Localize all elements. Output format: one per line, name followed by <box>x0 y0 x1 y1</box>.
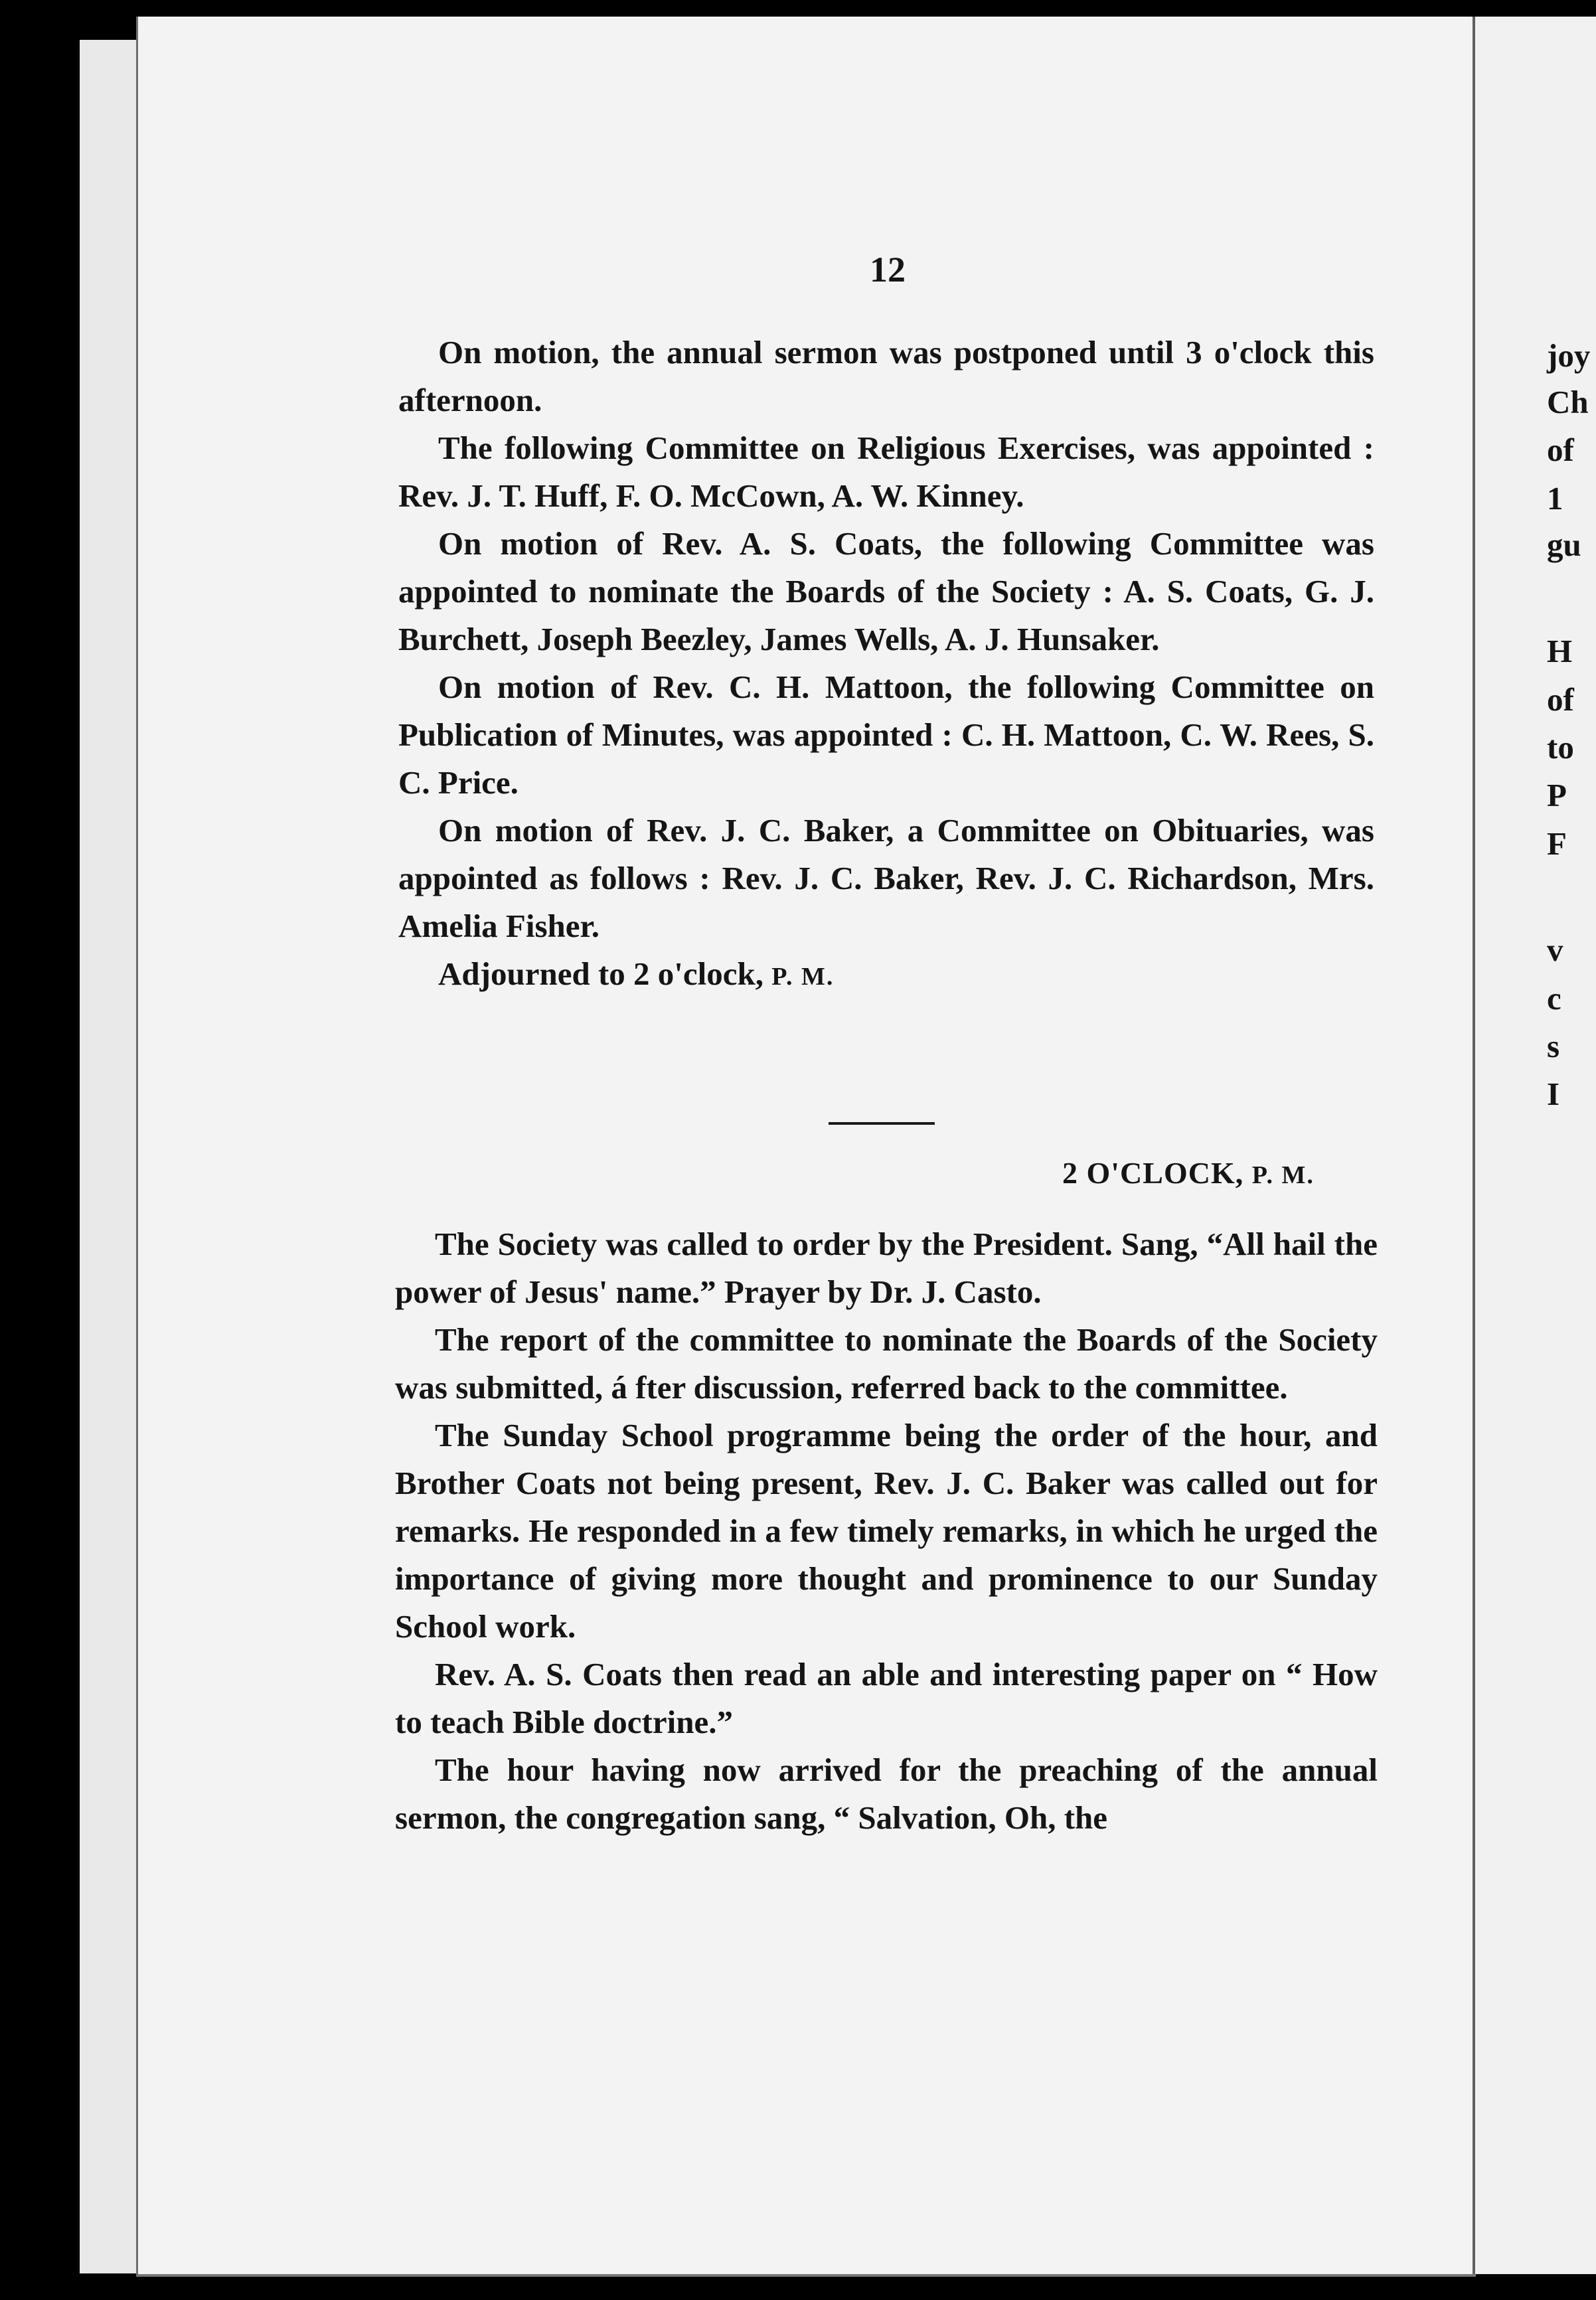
paragraph: The report of the committee to nominate the Boards of the Society was submitted, á fter discussion, referred back to the committee. <box>395 1321 1378 1406</box>
facing-page-fragment: F <box>1547 825 1567 862</box>
afternoon-heading <box>1062 1155 1315 1191</box>
adjourned-text: Adjourned to 2 o'clock, <box>438 955 763 992</box>
section-divider <box>829 1122 935 1125</box>
paragraph: On motion, the annual sermon was postponed until 3 o'clock this afternoon. <box>398 334 1374 418</box>
facing-page-fragment: Ch <box>1547 384 1589 420</box>
facing-page-fragment: 1 <box>1547 480 1563 517</box>
adjourned-suffix: P. M. <box>771 963 835 991</box>
time-heading: 2 O'CLOCK, <box>1062 1156 1244 1190</box>
facing-page-fragment: I <box>1547 1076 1560 1112</box>
facing-page-fragment: joy <box>1547 337 1591 374</box>
paragraph: The following Committee on Religious Exercises, was appointed : Rev. J. T. Huff, F. O. McCown, A. W. Kinney. <box>398 430 1374 514</box>
facing-page-fragment: P <box>1547 777 1567 813</box>
paragraph: On motion of Rev. C. H. Mattoon, the following Committee on Publication of Minutes, was appointed : C. H. Mattoon, C. W. Rees, S. C. Price. <box>398 669 1374 801</box>
facing-page-fragment: of <box>1547 432 1574 468</box>
facing-page-fragment: c <box>1547 980 1561 1017</box>
facing-page-fragment: s <box>1547 1028 1560 1064</box>
facing-page-fragment: H <box>1547 633 1573 669</box>
facing-page-fragment: gu <box>1547 527 1581 563</box>
paragraph: Rev. A. S. Coats then read an able and interesting paper on “ How to teach Bible doctrine.” <box>395 1656 1378 1740</box>
paragraph: On motion of Rev. A. S. Coats, the following Committee was appointed to nominate the Boards of the Society : A. S. Coats, G. J. Burchett, Joseph Beezley, James Wells, A. J. Hunsaker. <box>398 525 1374 657</box>
paragraph: The Society was called to order by the President. Sang, “All hail the power of Jesus' name.” Prayer by Dr. J. Casto. <box>395 1226 1378 1310</box>
time-suffix: P. M. <box>1251 1161 1315 1189</box>
facing-page-fragment: v <box>1547 932 1563 968</box>
page-number: 12 <box>870 250 906 289</box>
morning-minutes <box>398 329 1374 1001</box>
afternoon-minutes <box>395 1220 1378 1842</box>
facing-page-fragment: to <box>1547 729 1574 766</box>
facing-page-fragment: of <box>1547 681 1574 718</box>
paragraph: The hour having now arrived for the preaching of the annual sermon, the congregation sang, “ Salvation, Oh, the <box>395 1752 1378 1836</box>
paragraph: On motion of Rev. J. C. Baker, a Committee on Obituaries, was appointed as follows : Rev. J. C. Baker, Rev. J. C. Richardson, Mrs. Amelia Fisher. <box>398 812 1374 944</box>
adjourned-line <box>398 950 1374 1001</box>
paragraph: The Sunday School programme being the order of the hour, and Brother Coats not being present, Rev. J. C. Baker was called out for remarks. He responded in a few timely remarks, in which he urged the importance of giving more thought and prominence to our Sunday School work. <box>395 1417 1378 1645</box>
